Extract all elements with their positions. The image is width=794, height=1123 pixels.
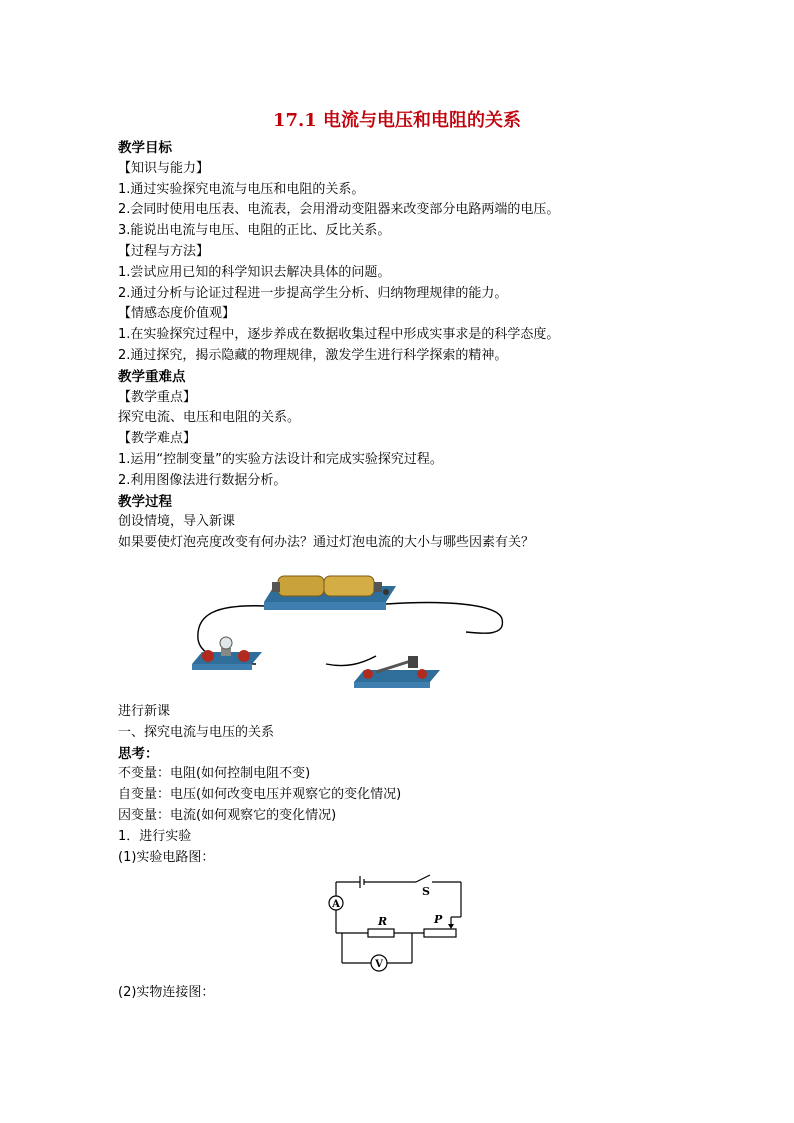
var-constant: 不变量：电阻(如何控制电阻不变): [118, 766, 311, 782]
process-item-2: 2.通过分析与论证过程进一步提高学生分析、归纳物理规律的能力。: [118, 285, 508, 301]
physical-caption: (2)实物连接图：: [118, 985, 215, 1001]
resistor-label: R: [378, 915, 388, 929]
step1-text: 1．进行实验: [118, 828, 192, 844]
label-knowledge: 【知识与能力】: [118, 160, 210, 176]
rheostat-p: [424, 929, 456, 937]
knowledge-item-2: 2.会同时使用电压表、电流表，会用滑动变阻器来改变部分电路两端的电压。: [118, 202, 560, 218]
switch-blade: [416, 875, 430, 882]
page-title: 17.1 电流与电压和电阻的关系: [272, 110, 522, 131]
knowledge-item-3: 3.能说出电流与电压、电阻的正比、反比关系。: [118, 223, 391, 239]
slider-label: P: [434, 913, 443, 927]
switch-label: S: [422, 885, 430, 899]
circuit-diagram: [326, 872, 466, 982]
battery-box-image: [264, 576, 396, 610]
emotion-item-1: 1.在实验探究过程中，逐步养成在数据收集过程中形成实事求是的科学态度。: [118, 327, 560, 343]
difficult-item-1: 1.运用“控制变量”的实验方法设计和完成实验探究过程。: [118, 451, 443, 467]
document-body: [118, 138, 718, 1004]
circuit-caption: (1)实验电路图：: [118, 849, 215, 865]
label-key-point: 【教学重点】: [118, 389, 197, 405]
new-lesson-text: 进行新课: [118, 703, 171, 719]
key-point-item-1: 探究电流、电压和电阻的关系。: [118, 410, 301, 426]
resistor-r: [368, 929, 394, 937]
bulb-board-image: [192, 637, 262, 670]
process-item-1: 1.尝试应用已知的科学知识去解决具体的问题。: [118, 264, 391, 280]
heading-teaching-goals: 教学目标: [118, 140, 172, 156]
slider-arrow: [448, 924, 454, 929]
knowledge-item-1: 1.通过实验探究电流与电压和电阻的关系。: [118, 181, 365, 197]
circuit-figure: [118, 868, 718, 983]
apparatus-figure: [118, 554, 718, 702]
difficult-item-2: 2.利用图像法进行数据分析。: [118, 472, 287, 488]
part1-heading: 一、探究电流与电压的关系: [118, 724, 275, 740]
heading-teaching-process: 教学过程: [118, 493, 172, 510]
apparatus-illustration: [186, 564, 516, 694]
label-process: 【过程与方法】: [118, 243, 210, 259]
voltmeter-label: V: [375, 959, 383, 971]
think-label: 思考：: [118, 745, 159, 762]
intro-text: 创设情境，导入新课: [118, 514, 236, 530]
question-text: 如果要使灯泡亮度改变有何办法？通过灯泡电流的大小与哪些因素有关？: [118, 535, 535, 551]
heading-key-difficult: 教学重难点: [118, 368, 186, 385]
var-dependent: 因变量：电流(如何观察它的变化情况): [118, 807, 337, 823]
label-difficult-point: 【教学难点】: [118, 431, 197, 447]
ammeter-label: A: [332, 899, 340, 911]
var-independent: 自变量：电压(如何改变电压并观察它的变化情况): [118, 787, 402, 803]
label-emotion: 【情感态度价值观】: [118, 306, 236, 322]
emotion-item-2: 2.通过探究，揭示隐藏的物理规律，激发学生进行科学探索的精神。: [118, 347, 508, 363]
